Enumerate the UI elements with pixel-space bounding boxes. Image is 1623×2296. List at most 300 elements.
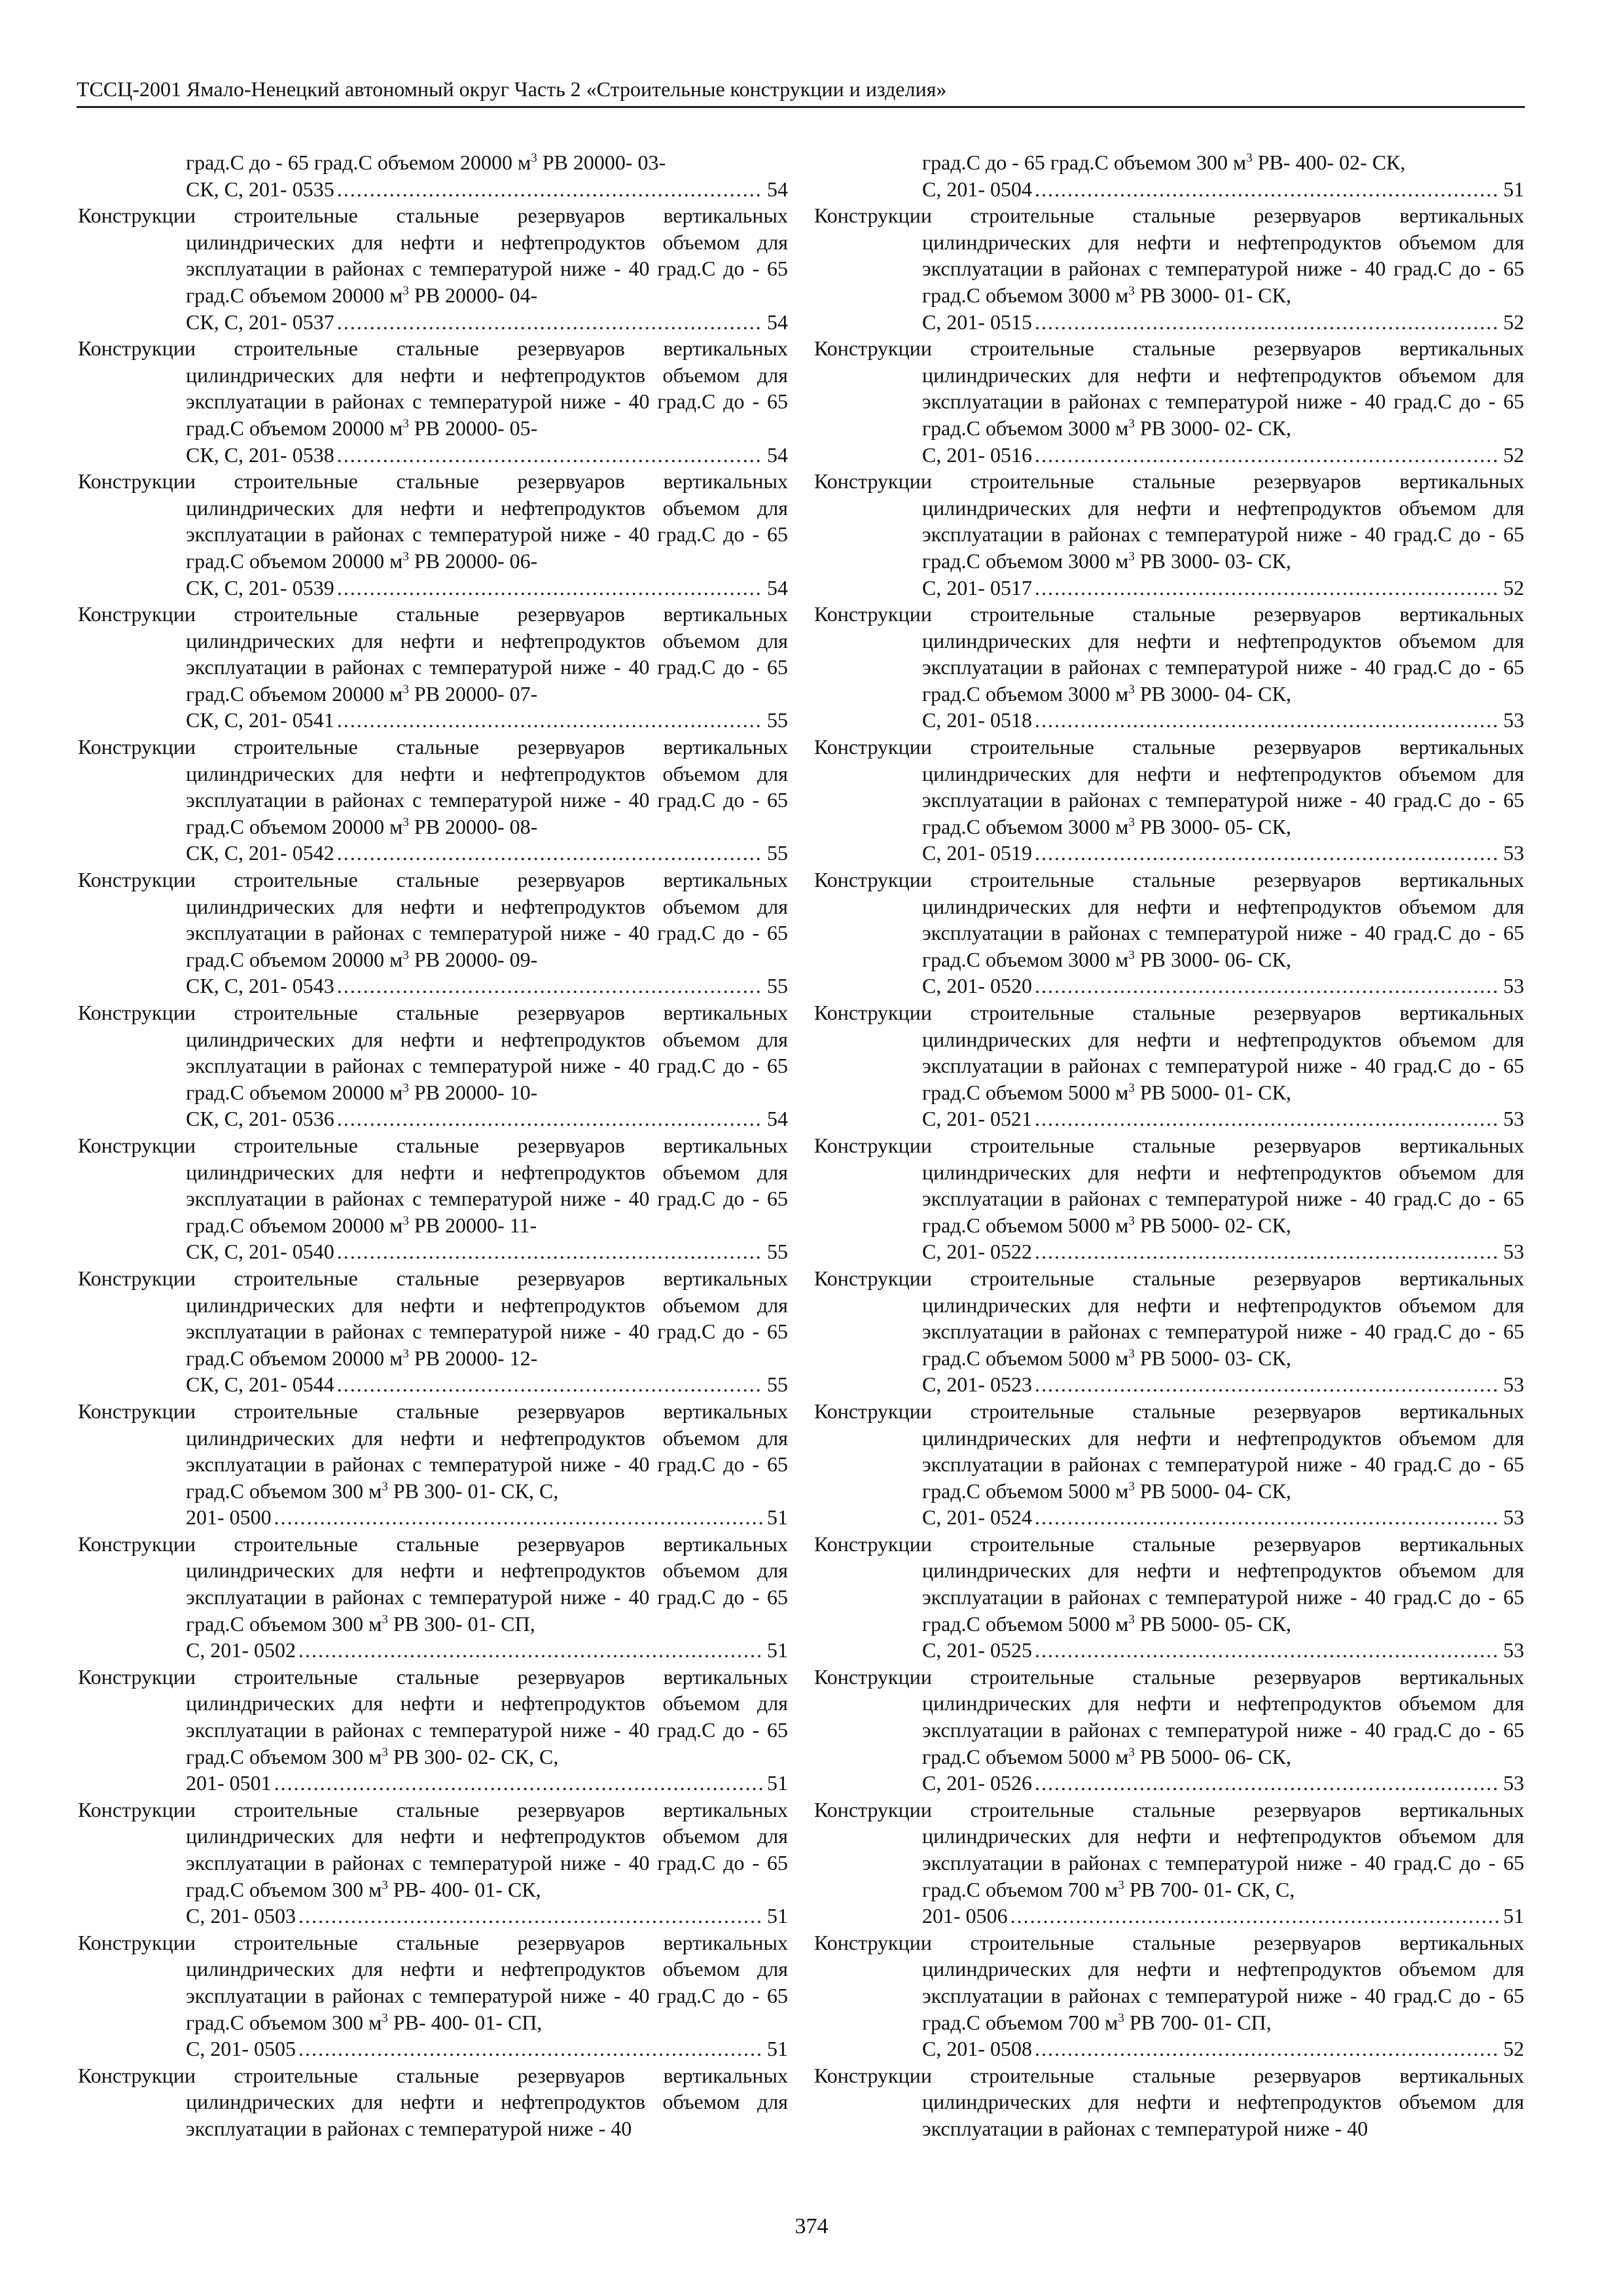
entry-code-tail: С, 201- 0504 <box>922 177 1032 201</box>
entry-description: Конструкции строительные стальные резервуаров вертикальных цилиндрических для нефти и нефтепродуктов объемом для эксплуатации в районах с температурой ниже - 40 град.С до - 65 град.С объемом <box>814 602 1524 706</box>
entry-leader-line <box>186 1504 788 1531</box>
entry-leader-line <box>186 1238 788 1265</box>
running-header <box>77 73 1525 108</box>
unit: м <box>389 283 403 307</box>
entry-description: Конструкции строительные стальные резервуаров вертикальных цилиндрических для нефти и нефтепродуктов объемом для эксплуатации в районах с температурой ниже - 40 град.С до - 65 град.С объемом <box>78 1797 788 1901</box>
entry-page-ref: 53 <box>1503 1372 1524 1397</box>
unit: м <box>1115 681 1129 706</box>
unit: м <box>1115 1213 1129 1237</box>
entry-leader-line <box>922 1504 1524 1531</box>
entry-code: РВ 20000- 04- <box>414 283 538 307</box>
unit-superscript: 3 <box>1128 1213 1135 1228</box>
unit: м <box>389 1213 403 1237</box>
dot-leader <box>337 1105 763 1132</box>
unit: м <box>1115 814 1129 838</box>
entry-description: Конструкции строительные стальные резервуаров вертикальных цилиндрических для нефти и нефтепродуктов объемом для эксплуатации в районах с температурой ниже - 40 град.С до - 65 град.С объемом <box>78 469 788 573</box>
entry-code-tail: СК, С, 201- 0541 <box>186 708 334 732</box>
unit-superscript: 3 <box>1128 815 1135 829</box>
entry-description: Конструкции строительные стальные резервуаров вертикальных цилиндрических для нефти и нефтепродуктов объемом для эксплуатации в районах с температурой ниже - 40 град.С до - 65 град.С объемом <box>814 735 1524 838</box>
entry-description: Конструкции строительные стальные резервуаров вертикальных цилиндрических для нефти и нефтепродуктов объемом для эксплуатации в районах с температурой ниже - 40 град.С до - 65 град.С объемом <box>78 1664 788 1768</box>
entry-code-tail: СК, С, 201- 0536 <box>186 1107 334 1131</box>
entry-page-ref: 53 <box>1503 841 1524 865</box>
entry-code-tail: С, 201- 0519 <box>922 841 1032 865</box>
entry-code-tail: С, 201- 0517 <box>922 575 1032 600</box>
entry-code-tail: СК, С, 201- 0538 <box>186 442 334 467</box>
entry-code: РВ- 400- 01- СП, <box>393 2010 543 2034</box>
entry-leader-line <box>922 840 1524 867</box>
entry-code-tail: СК, С, 201- 0543 <box>186 974 334 998</box>
entry-volume: 3000 <box>1068 947 1111 971</box>
entry-code-tail: С, 201- 0503 <box>186 1904 296 1928</box>
dot-leader <box>1035 1504 1499 1531</box>
index-entry <box>78 867 788 999</box>
unit-superscript: 3 <box>1128 682 1135 696</box>
entry-lead-text: град.С до - 65 град.С объемом 20000 <box>186 151 512 174</box>
dot-leader <box>337 707 763 734</box>
entry-description: Конструкции строительные стальные резервуаров вертикальных цилиндрических для нефти и нефтепродуктов объемом для эксплуатации в районах с температурой ниже - 40 град.С до - 65 град.С объемом <box>814 1930 1524 2034</box>
unit-superscript: 3 <box>1128 1745 1135 1759</box>
dot-leader <box>298 1637 763 1664</box>
unit: м <box>1105 1877 1118 1901</box>
unit-superscript: 3 <box>1246 151 1253 165</box>
entry-code: РВ 20000- 12- <box>414 1346 538 1370</box>
entry-leader-line <box>186 442 788 469</box>
index-column-right <box>814 149 1524 2142</box>
entry-code-tail: СК, С, 201- 0544 <box>186 1372 334 1397</box>
unit-superscript: 3 <box>1128 1612 1135 1626</box>
entry-code-tail: С, 201- 0505 <box>186 2037 296 2061</box>
entry-page-ref: 51 <box>767 1904 788 1928</box>
entry-description: Конструкции строительные стальные резервуаров вертикальных цилиндрических для нефти и нефтепродуктов объемом для эксплуатации в районах с температурой ниже - 40 град.С до - 65 град.С объемом <box>814 1001 1524 1104</box>
entry-page-ref: 55 <box>767 1240 788 1264</box>
entry-leader-line <box>922 1371 1524 1398</box>
index-entry <box>814 601 1524 734</box>
entry-code: РВ 700- 01- СП, <box>1129 2010 1272 2034</box>
page-number: 374 <box>794 2214 829 2238</box>
entry-leader-line <box>922 575 1524 601</box>
entry-code-tail: С, 201- 0521 <box>922 1107 1032 1131</box>
unit: м <box>389 947 403 971</box>
entry-code-tail: СК, С, 201- 0540 <box>186 1240 334 1264</box>
dot-leader <box>337 575 763 601</box>
entry-code: РВ 3000- 02- СК, <box>1139 416 1291 440</box>
index-entry <box>78 1132 788 1265</box>
entry-page-ref: 51 <box>767 1505 788 1530</box>
entry-description: Конструкции строительные стальные резервуаров вертикальных цилиндрических для нефти и нефтепродуктов объемом для эксплуатации в районах с температурой ниже - 40 град.С до - 65 град.С объемом <box>78 1133 788 1237</box>
entry-volume: 3000 <box>1068 814 1111 838</box>
entry-page-ref: 51 <box>767 1638 788 1662</box>
entry-description: Конструкции строительные стальные резервуаров вертикальных цилиндрических для нефти и нефтепродуктов объемом для эксплуатации в районах с температурой ниже - 40 град.С до - 65 град.С объемом <box>814 1133 1524 1237</box>
entry-leader-line <box>186 1903 788 1929</box>
entry-leader-line <box>186 575 788 601</box>
index-entry-trailing <box>814 2062 1524 2142</box>
index-entry <box>814 335 1524 468</box>
entry-leader-line <box>922 1770 1524 1797</box>
entry-leader-line <box>186 1637 788 1664</box>
entry-page-ref: 55 <box>767 1372 788 1397</box>
entry-page-ref: 53 <box>1503 1107 1524 1131</box>
unit-superscript: 3 <box>1128 1346 1135 1361</box>
index-entry <box>78 601 788 734</box>
entry-code: РВ 3000- 05- СК, <box>1139 814 1291 838</box>
unit: м <box>1115 416 1129 440</box>
entry-page-ref: 54 <box>767 575 788 600</box>
entry-description: Конструкции строительные стальные резервуаров вертикальных цилиндрических для нефти и нефтепродуктов объемом для эксплуатации в районах с температурой ниже - 40 град.С до - 65 град.С объемом <box>814 204 1524 307</box>
unit-superscript: 3 <box>382 1745 388 1759</box>
index-entry <box>78 999 788 1132</box>
entry-code-tail: С, 201- 0526 <box>922 1771 1032 1795</box>
unit-superscript: 3 <box>402 1346 409 1361</box>
unit-superscript: 3 <box>382 1479 388 1494</box>
entry-code-tail: С, 201- 0515 <box>922 310 1032 334</box>
entry-code: РВ 20000- 03- <box>542 151 666 174</box>
unit: м <box>1105 2010 1118 2034</box>
entry-page-ref: 53 <box>1503 1240 1524 1264</box>
entry-leader-line <box>186 2036 788 2062</box>
entry-code-tail: СК, С, 201- 0542 <box>186 841 334 865</box>
index-entry <box>814 468 1524 601</box>
index-entry <box>78 1929 788 2062</box>
unit-superscript: 3 <box>402 1213 409 1228</box>
entry-description: Конструкции строительные стальные резервуаров вертикальных цилиндрических для нефти и нефтепродуктов объемом для эксплуатации в районах с температурой ниже - 40 град.С до - 65 град.С объемом <box>78 204 788 307</box>
index-entry <box>814 1531 1524 1664</box>
entry-page-ref: 55 <box>767 708 788 732</box>
unit-superscript: 3 <box>1128 1479 1135 1494</box>
dot-leader <box>298 1903 763 1929</box>
entry-page-ref: 51 <box>1503 1904 1524 1928</box>
entry-description: Конструкции строительные стальные резервуаров вертикальных цилиндрических для нефти и нефтепродуктов объемом для эксплуатации в районах с температурой ниже - 40 град.С до - 65 град.С объемом <box>78 1266 788 1370</box>
entry-volume: 5000 <box>1068 1080 1111 1104</box>
entry-volume: 20000 <box>332 283 385 307</box>
dot-leader <box>1035 2036 1499 2062</box>
entry-leader-line <box>922 176 1524 203</box>
entry-code-tail: СК, С, 201- 0535 <box>186 177 334 201</box>
unit: м <box>1115 1611 1129 1636</box>
unit: м <box>389 548 403 573</box>
dot-leader <box>337 1371 763 1398</box>
entry-code-tail: 201- 0501 <box>186 1771 272 1795</box>
unit: м <box>1115 283 1129 307</box>
index-column-left <box>78 149 788 2142</box>
entry-code: РВ 5000- 06- СК, <box>1139 1744 1291 1768</box>
entry-leader-line <box>186 1770 788 1797</box>
entry-description: Конструкции строительные стальные резервуаров вертикальных цилиндрических для нефти и нефтепродуктов объемом для эксплуатации в районах с температурой ниже - 40 <box>814 2063 1524 2140</box>
entry-code: РВ 300- 01- СК, С, <box>393 1479 559 1503</box>
unit-superscript: 3 <box>402 815 409 829</box>
entry-description: Конструкции строительные стальные резервуаров вертикальных цилиндрических для нефти и нефтепродуктов объемом для эксплуатации в районах с температурой ниже - 40 град.С до - 65 град.С объемом <box>814 336 1524 440</box>
entry-code-tail: С, 201- 0523 <box>922 1372 1032 1397</box>
entry-volume: 3000 <box>1068 283 1111 307</box>
unit: м <box>1115 1479 1129 1503</box>
unit: м <box>389 1346 403 1370</box>
entry-code: РВ 20000- 09- <box>414 947 538 971</box>
entry-volume: 3000 <box>1068 548 1111 573</box>
index-entry <box>78 1797 788 1929</box>
entry-page-ref: 53 <box>1503 1505 1524 1530</box>
dot-leader <box>274 1770 763 1797</box>
dot-leader <box>1035 1770 1499 1797</box>
unit-superscript: 3 <box>531 151 537 165</box>
entry-code: РВ 700- 01- СК, С, <box>1129 1877 1295 1901</box>
dot-leader <box>1035 176 1499 203</box>
unit: м <box>1232 151 1247 174</box>
entry-leader-line <box>922 2036 1524 2062</box>
dot-leader <box>1035 840 1499 867</box>
entry-leader-line <box>186 973 788 999</box>
index-entry-trailing <box>78 2062 788 2142</box>
entry-code-tail: С, 201- 0524 <box>922 1505 1032 1530</box>
unit-superscript: 3 <box>1128 549 1135 564</box>
entry-description: Конструкции строительные стальные резервуаров вертикальных цилиндрических для нефти и нефтепродуктов объемом для эксплуатации в районах с температурой ниже - 40 град.С до - 65 град.С объемом <box>814 469 1524 573</box>
entry-page-ref: 52 <box>1503 310 1524 334</box>
entry-volume: 300 <box>332 1744 364 1768</box>
unit: м <box>389 814 403 838</box>
entry-page-ref: 53 <box>1503 974 1524 998</box>
entry-leader-line <box>922 309 1524 336</box>
dot-leader <box>337 309 763 336</box>
entry-code: РВ 20000- 06- <box>414 548 538 573</box>
unit: м <box>368 1479 382 1503</box>
entry-code: РВ 20000- 07- <box>414 681 538 706</box>
unit: м <box>1115 947 1129 971</box>
entry-description: Конструкции строительные стальные резервуаров вертикальных цилиндрических для нефти и нефтепродуктов объемом для эксплуатации в районах с температурой ниже - 40 град.С до - 65 град.С объемом <box>814 1266 1524 1370</box>
entry-volume: 5000 <box>1068 1611 1111 1636</box>
index-entry <box>78 335 788 468</box>
entry-code: РВ 300- 02- СК, С, <box>393 1744 559 1768</box>
dot-leader <box>1035 442 1499 469</box>
entry-leader-line <box>922 1238 1524 1265</box>
entry-page-ref: 55 <box>767 841 788 865</box>
index-entry <box>78 468 788 601</box>
entry-volume: 20000 <box>332 1080 385 1104</box>
unit-superscript: 3 <box>1128 416 1135 431</box>
entry-leader-line <box>186 707 788 734</box>
entry-volume: 300 <box>332 1877 364 1901</box>
dot-leader <box>274 1504 763 1531</box>
entry-page-ref: 53 <box>1503 1638 1524 1662</box>
entry-description: Конструкции строительные стальные резервуаров вертикальных цилиндрических для нефти и нефтепродуктов объемом для эксплуатации в районах с температурой ниже - 40 град.С до - 65 град.С объемом <box>814 1664 1524 1768</box>
entry-code: РВ 5000- 04- СК, <box>1139 1479 1291 1503</box>
index-entry <box>814 1265 1524 1398</box>
dot-leader <box>337 973 763 999</box>
entry-leader-line <box>186 309 788 336</box>
dot-leader <box>337 176 763 203</box>
entry-leader-line <box>186 840 788 867</box>
entry-code: РВ 3000- 03- СК, <box>1139 548 1291 573</box>
entry-leader-line <box>922 1903 1524 1929</box>
entry-code-tail: СК, С, 201- 0539 <box>186 575 334 600</box>
entry-page-ref: 54 <box>767 177 788 201</box>
entry-volume: 700 <box>1068 1877 1100 1901</box>
entry-description: Конструкции строительные стальные резервуаров вертикальных цилиндрических для нефти и нефтепродуктов объемом для эксплуатации в районах с температурой ниже - 40 град.С до - 65 град.С объемом <box>814 868 1524 971</box>
unit-superscript: 3 <box>402 416 409 431</box>
unit-superscript: 3 <box>382 1612 388 1626</box>
entry-page-ref: 54 <box>767 310 788 334</box>
entry-volume: 20000 <box>332 681 385 706</box>
entry-code-tail: С, 201- 0508 <box>922 2037 1032 2061</box>
entry-code: РВ 5000- 02- СК, <box>1139 1213 1291 1237</box>
entry-description: Конструкции строительные стальные резервуаров вертикальных цилиндрических для нефти и нефтепродуктов объемом для эксплуатации в районах с температурой ниже - 40 град.С до - 65 град.С объемом <box>78 1532 788 1636</box>
entry-leader-line <box>186 1371 788 1398</box>
unit-superscript: 3 <box>382 2011 388 2025</box>
index-entry <box>78 1398 788 1531</box>
entry-leader-line <box>922 1105 1524 1132</box>
entry-leader-line <box>922 1637 1524 1664</box>
entry-page-ref: 51 <box>1503 177 1524 201</box>
entry-volume: 20000 <box>332 814 385 838</box>
unit-superscript: 3 <box>402 549 409 564</box>
entry-code: РВ 20000- 05- <box>414 416 538 440</box>
index-entry <box>814 1398 1524 1531</box>
unit: м <box>368 1611 382 1636</box>
entry-leader-line <box>922 973 1524 999</box>
entry-leader-line <box>186 176 788 203</box>
dot-leader <box>1035 973 1499 999</box>
dot-leader <box>1035 309 1499 336</box>
index-entry <box>78 1531 788 1664</box>
entry-volume: 5000 <box>1068 1213 1111 1237</box>
entry-code: РВ 20000- 11- <box>414 1213 537 1237</box>
index-entry <box>814 1664 1524 1797</box>
entry-page-ref: 51 <box>767 1771 788 1795</box>
entry-page-ref: 52 <box>1503 2037 1524 2061</box>
unit-superscript: 3 <box>402 682 409 696</box>
entry-volume: 20000 <box>332 947 385 971</box>
index-entry <box>78 1664 788 1797</box>
entry-code: РВ 3000- 06- СК, <box>1139 947 1291 971</box>
unit-superscript: 3 <box>1128 948 1135 962</box>
index-entry <box>814 202 1524 335</box>
entry-code-tail: С, 201- 0522 <box>922 1240 1032 1264</box>
entry-description: Конструкции строительные стальные резервуаров вертикальных цилиндрических для нефти и нефтепродуктов объемом для эксплуатации в районах с температурой ниже - 40 град.С до - 65 град.С объемом <box>814 1797 1524 1901</box>
dot-leader <box>1035 1105 1499 1132</box>
entry-volume: 3000 <box>1068 681 1111 706</box>
dot-leader <box>1035 1371 1499 1398</box>
entry-volume: 300 <box>332 2010 364 2034</box>
dot-leader <box>337 1238 763 1265</box>
entry-leader-line <box>186 1105 788 1132</box>
entry-description: Конструкции строительные стальные резервуаров вертикальных цилиндрических для нефти и нефтепродуктов объемом для эксплуатации в районах с температурой ниже - 40 град.С до - 65 град.С объемом <box>814 1399 1524 1503</box>
unit: м <box>1115 1080 1129 1104</box>
entry-description: Конструкции строительные стальные резервуаров вертикальных цилиндрических для нефти и нефтепродуктов объемом для эксплуатации в районах с температурой ниже - 40 град.С до - 65 град.С объемом <box>78 602 788 706</box>
index-entry <box>814 1797 1524 1929</box>
entry-page-ref: 53 <box>1503 708 1524 732</box>
index-entry <box>78 1265 788 1398</box>
unit: м <box>389 1080 403 1104</box>
entry-volume: 20000 <box>332 548 385 573</box>
entry-description: Конструкции строительные стальные резервуаров вертикальных цилиндрических для нефти и нефтепродуктов объемом для эксплуатации в районах с температурой ниже - 40 град.С до - 65 град.С объемом <box>78 1001 788 1104</box>
entry-volume: 20000 <box>332 1346 385 1370</box>
entry-page-ref: 55 <box>767 974 788 998</box>
dot-leader <box>1035 707 1499 734</box>
unit: м <box>389 416 403 440</box>
dot-leader <box>1010 1903 1499 1929</box>
entry-lead-text: град.С до - 65 град.С объемом 300 <box>922 151 1228 174</box>
entry-code-tail: С, 201- 0518 <box>922 708 1032 732</box>
index-entry <box>814 999 1524 1132</box>
entry-description: Конструкции строительные стальные резервуаров вертикальных цилиндрических для нефти и нефтепродуктов объемом для эксплуатации в районах с температурой ниже - 40 <box>78 2063 788 2140</box>
entry-code: РВ 5000- 03- СК, <box>1139 1346 1291 1370</box>
entry-code: РВ 3000- 04- СК, <box>1139 681 1291 706</box>
unit-superscript: 3 <box>402 1081 409 1095</box>
index-entry <box>814 734 1524 867</box>
entry-code-tail: С, 201- 0502 <box>186 1638 296 1662</box>
unit: м <box>1115 1346 1129 1370</box>
unit-superscript: 3 <box>402 283 409 298</box>
unit-superscript: 3 <box>1118 2011 1124 2025</box>
entry-code: РВ 5000- 05- СК, <box>1139 1611 1291 1636</box>
entry-volume: 300 <box>332 1479 364 1503</box>
unit: м <box>517 151 531 174</box>
index-entry-continuation <box>78 149 788 202</box>
entry-description: Конструкции строительные стальные резервуаров вертикальных цилиндрических для нефти и нефтепродуктов объемом для эксплуатации в районах с температурой ниже - 40 град.С до - 65 град.С объемом <box>814 1532 1524 1636</box>
entry-description: Конструкции строительные стальные резервуаров вертикальных цилиндрических для нефти и нефтепродуктов объемом для эксплуатации в районах с температурой ниже - 40 град.С до - 65 град.С объемом <box>78 336 788 440</box>
entry-code-tail: 201- 0506 <box>922 1904 1008 1928</box>
entry-volume: 5000 <box>1068 1346 1111 1370</box>
entry-code: РВ 300- 01- СП, <box>393 1611 535 1636</box>
entry-page-ref: 54 <box>767 442 788 467</box>
entry-code-tail: С, 201- 0525 <box>922 1638 1032 1662</box>
unit: м <box>368 1877 382 1901</box>
index-entry <box>814 1929 1524 2062</box>
unit-superscript: 3 <box>1128 283 1135 298</box>
entry-leader-line <box>922 707 1524 734</box>
unit-superscript: 3 <box>1128 1081 1135 1095</box>
entry-page-ref: 52 <box>1503 442 1524 467</box>
unit: м <box>389 681 403 706</box>
dot-leader <box>298 2036 763 2062</box>
unit: м <box>368 1744 382 1768</box>
dot-leader <box>337 840 763 867</box>
unit-superscript: 3 <box>382 1878 388 1892</box>
entry-code-tail: С, 201- 0516 <box>922 442 1032 467</box>
index-entry <box>78 202 788 335</box>
entry-page-ref: 52 <box>1503 575 1524 600</box>
entry-code: РВ 20000- 10- <box>414 1080 538 1104</box>
index-entry-continuation <box>814 149 1524 202</box>
entry-description: Конструкции строительные стальные резервуаров вертикальных цилиндрических для нефти и нефтепродуктов объемом для эксплуатации в районах с температурой ниже - 40 град.С до - 65 град.С объемом <box>78 1930 788 2034</box>
entry-code: РВ 3000- 01- СК, <box>1139 283 1291 307</box>
dot-leader <box>1035 575 1499 601</box>
entry-volume: 20000 <box>332 416 385 440</box>
entry-volume: 20000 <box>332 1213 385 1237</box>
entry-volume: 700 <box>1068 2010 1100 2034</box>
entry-volume: 3000 <box>1068 416 1111 440</box>
unit-superscript: 3 <box>402 948 409 962</box>
entry-code: РВ 5000- 01- СК, <box>1139 1080 1291 1104</box>
entry-page-ref: 53 <box>1503 1771 1524 1795</box>
running-title: ТССЦ-2001 Ямало-Ненецкий автономный округ Часть 2 «Строительные конструкции и изделия» <box>77 77 947 101</box>
entry-description: Конструкции строительные стальные резервуаров вертикальных цилиндрических для нефти и нефтепродуктов объемом для эксплуатации в районах с температурой ниже - 40 град.С до - 65 град.С объемом <box>78 735 788 838</box>
entry-code: РВ- 400- 02- СК, <box>1257 151 1406 174</box>
entry-code-tail: СК, С, 201- 0537 <box>186 310 334 334</box>
index-entry <box>814 867 1524 999</box>
entry-code: РВ 20000- 08- <box>414 814 538 838</box>
index-entry <box>78 734 788 867</box>
unit-superscript: 3 <box>1118 1878 1124 1892</box>
entry-code: РВ- 400- 01- СК, <box>393 1877 541 1901</box>
unit: м <box>368 2010 382 2034</box>
entry-description: Конструкции строительные стальные резервуаров вертикальных цилиндрических для нефти и нефтепродуктов объемом для эксплуатации в районах с температурой ниже - 40 град.С до - 65 град.С объемом <box>78 868 788 971</box>
entry-page-ref: 51 <box>767 2037 788 2061</box>
unit: м <box>1115 1744 1129 1768</box>
dot-leader <box>337 442 763 469</box>
entry-leader-line <box>922 442 1524 469</box>
entry-description: Конструкции строительные стальные резервуаров вертикальных цилиндрических для нефти и нефтепродуктов объемом для эксплуатации в районах с температурой ниже - 40 град.С до - 65 град.С объемом <box>78 1399 788 1503</box>
dot-leader <box>1035 1637 1499 1664</box>
entry-code-tail: 201- 0500 <box>186 1505 272 1530</box>
entry-volume: 300 <box>332 1611 364 1636</box>
